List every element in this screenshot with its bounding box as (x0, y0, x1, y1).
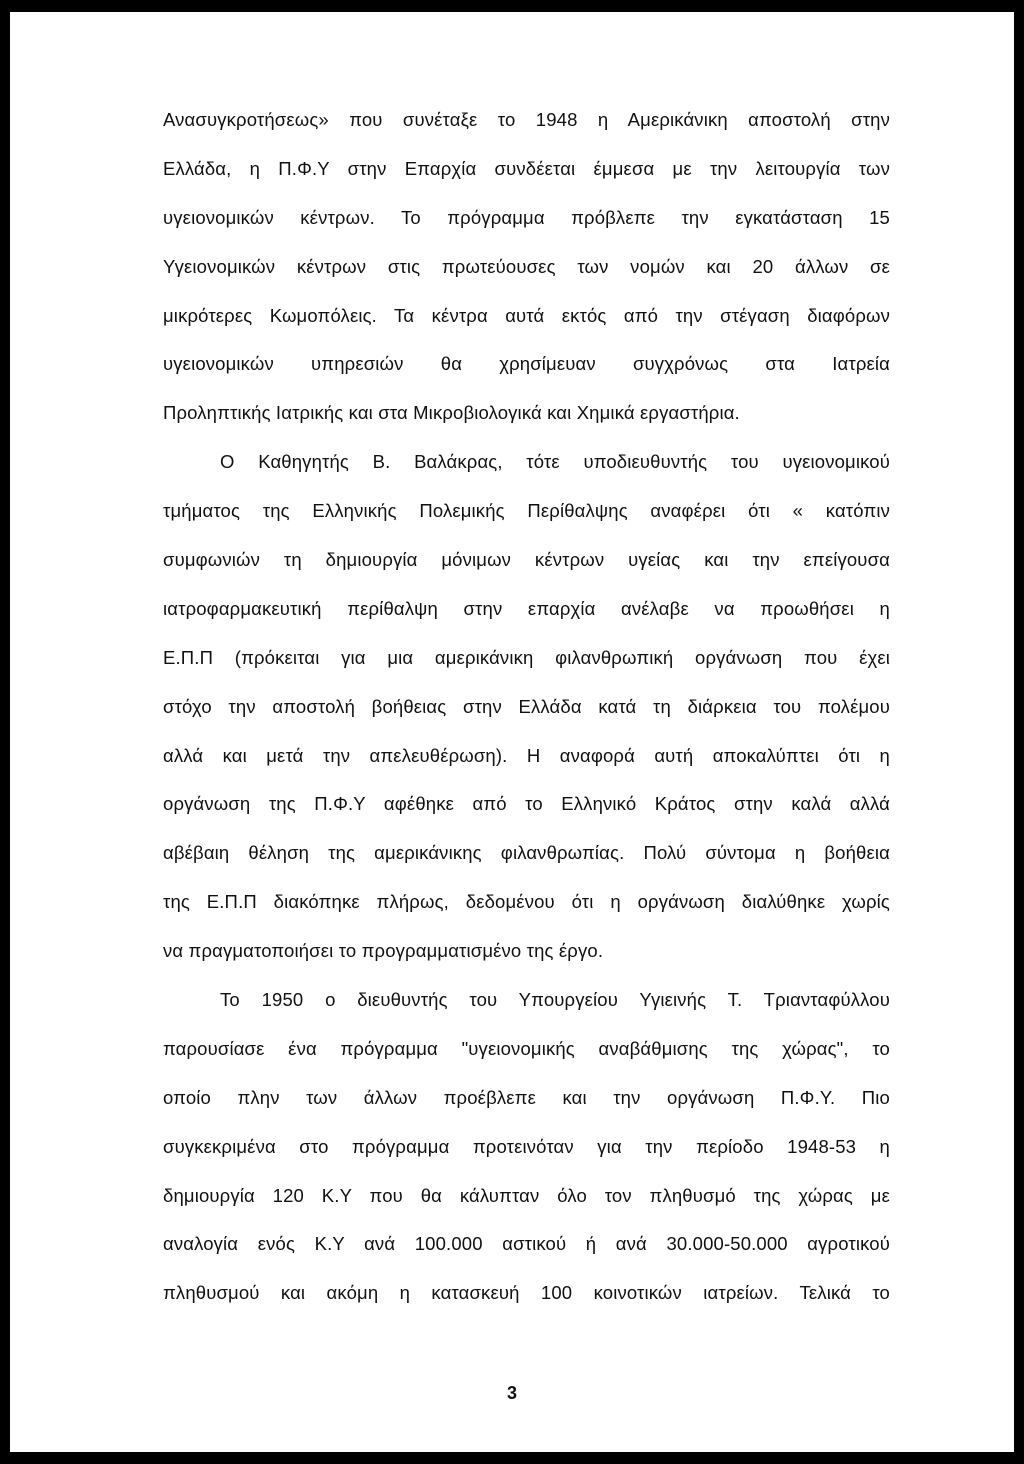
text-line: αλλά και μετά την απελευθέρωση). Η αναφορά αυτή αποκαλύπτει ότι η (163, 744, 890, 766)
text-line: συμφωνιών τη δημιουργία μόνιμων κέντρων υγείας και την επείγουσα (163, 549, 890, 571)
text-line: αβέβαιη θέληση της αμερικάνικης φιλανθρωπίας. Πολύ σύντομα η βοήθεια (163, 842, 890, 864)
text-line: Ε.Π.Π (πρόκειται για μια αμερικάνικη φιλανθρωπική οργάνωση που έχει (163, 646, 890, 668)
text-line: της Ε.Π.Π διακόπηκε πλήρως, δεδομένου ότι η οργάνωση διαλύθηκε χωρίς (163, 891, 890, 913)
text-line: Ανασυγκροτήσεως» που συνέταξε το 1948 η Αμερικάνικη αποστολή στην (163, 109, 890, 130)
body-text (163, 96, 890, 1318)
text-line: υγειονομικών κέντρων. Το πρόγραμμα πρόβλεπε την εγκατάσταση 15 (163, 206, 890, 228)
text-line: μικρότερες Κωμοπόλεις. Τα κέντρα αυτά εκτός από την στέγαση διαφόρων (163, 304, 890, 326)
text-line: δημιουργία 120 Κ.Υ που θα κάλυπταν όλο τον πληθυσμό της χώρας με (163, 1184, 890, 1206)
text-line: οποίο πλην των άλλων προέβλεπε και την οργάνωση Π.Φ.Υ. Πιο (163, 1086, 890, 1108)
page-number: 3 (506, 1383, 517, 1403)
text-line: Ελλάδα, η Π.Φ.Υ στην Επαρχία συνδέεται έμμεσα με την λειτουργία των (163, 157, 890, 179)
text-line: να πραγματοποιήσει το προγραμματισμένο της έργο. (163, 940, 604, 962)
text-line: πληθυσμού και ακόμη η κατασκευή 100 κοινοτικών ιατρείων. Τελικά το (163, 1282, 890, 1304)
text-line: συγκεκριμένα στο πρόγραμμα προτεινόταν για την περίοδο 1948-53 η (163, 1135, 890, 1157)
text-line: οργάνωση της Π.Φ.Υ αφέθηκε από το Ελληνικό Κράτος στην καλά αλλά (163, 793, 890, 815)
text-line: στόχο την αποστολή βοήθειας στην Ελλάδα κατά τη διάρκεια του πολέμου (163, 695, 890, 717)
text-line: υγειονομικών υπηρεσιών θα χρησίμευαν συγχρόνως στα Ιατρεία (163, 353, 890, 375)
paragraph-first-line: Ο Καθηγητής Β. Βαλάκρας, τότε υποδιευθυντής του υγειονομικού (220, 451, 890, 473)
text-line: αναλογία ενός Κ.Υ ανά 100.000 αστικού ή ανά 30.000-50.000 αγροτικού (163, 1233, 890, 1255)
text-line: Υγειονομικών κέντρων στις πρωτεύουσες των νομών και 20 άλλων σε (163, 255, 890, 277)
text-line: τμήματος της Ελληνικής Πολεμικής Περίθαλψης αναφέρει ότι « κατόπιν (163, 500, 890, 522)
text-line: παρουσίασε ένα πρόγραμμα "υγειονομικής αναβάθμισης της χώρας", το (163, 1037, 890, 1059)
text-line: ιατροφαρμακευτική περίθαλψη στην επαρχία ανέλαβε να προωθήσει η (163, 597, 890, 619)
text-line: Προληπτικής Ιατρικής και στα Μικροβιολογικά και Χημικά εργαστήρια. (163, 402, 740, 424)
paragraph-first-line: Το 1950 ο διευθυντής του Υπουργείου Υγιεινής Τ. Τριανταφύλλου (220, 989, 890, 1011)
